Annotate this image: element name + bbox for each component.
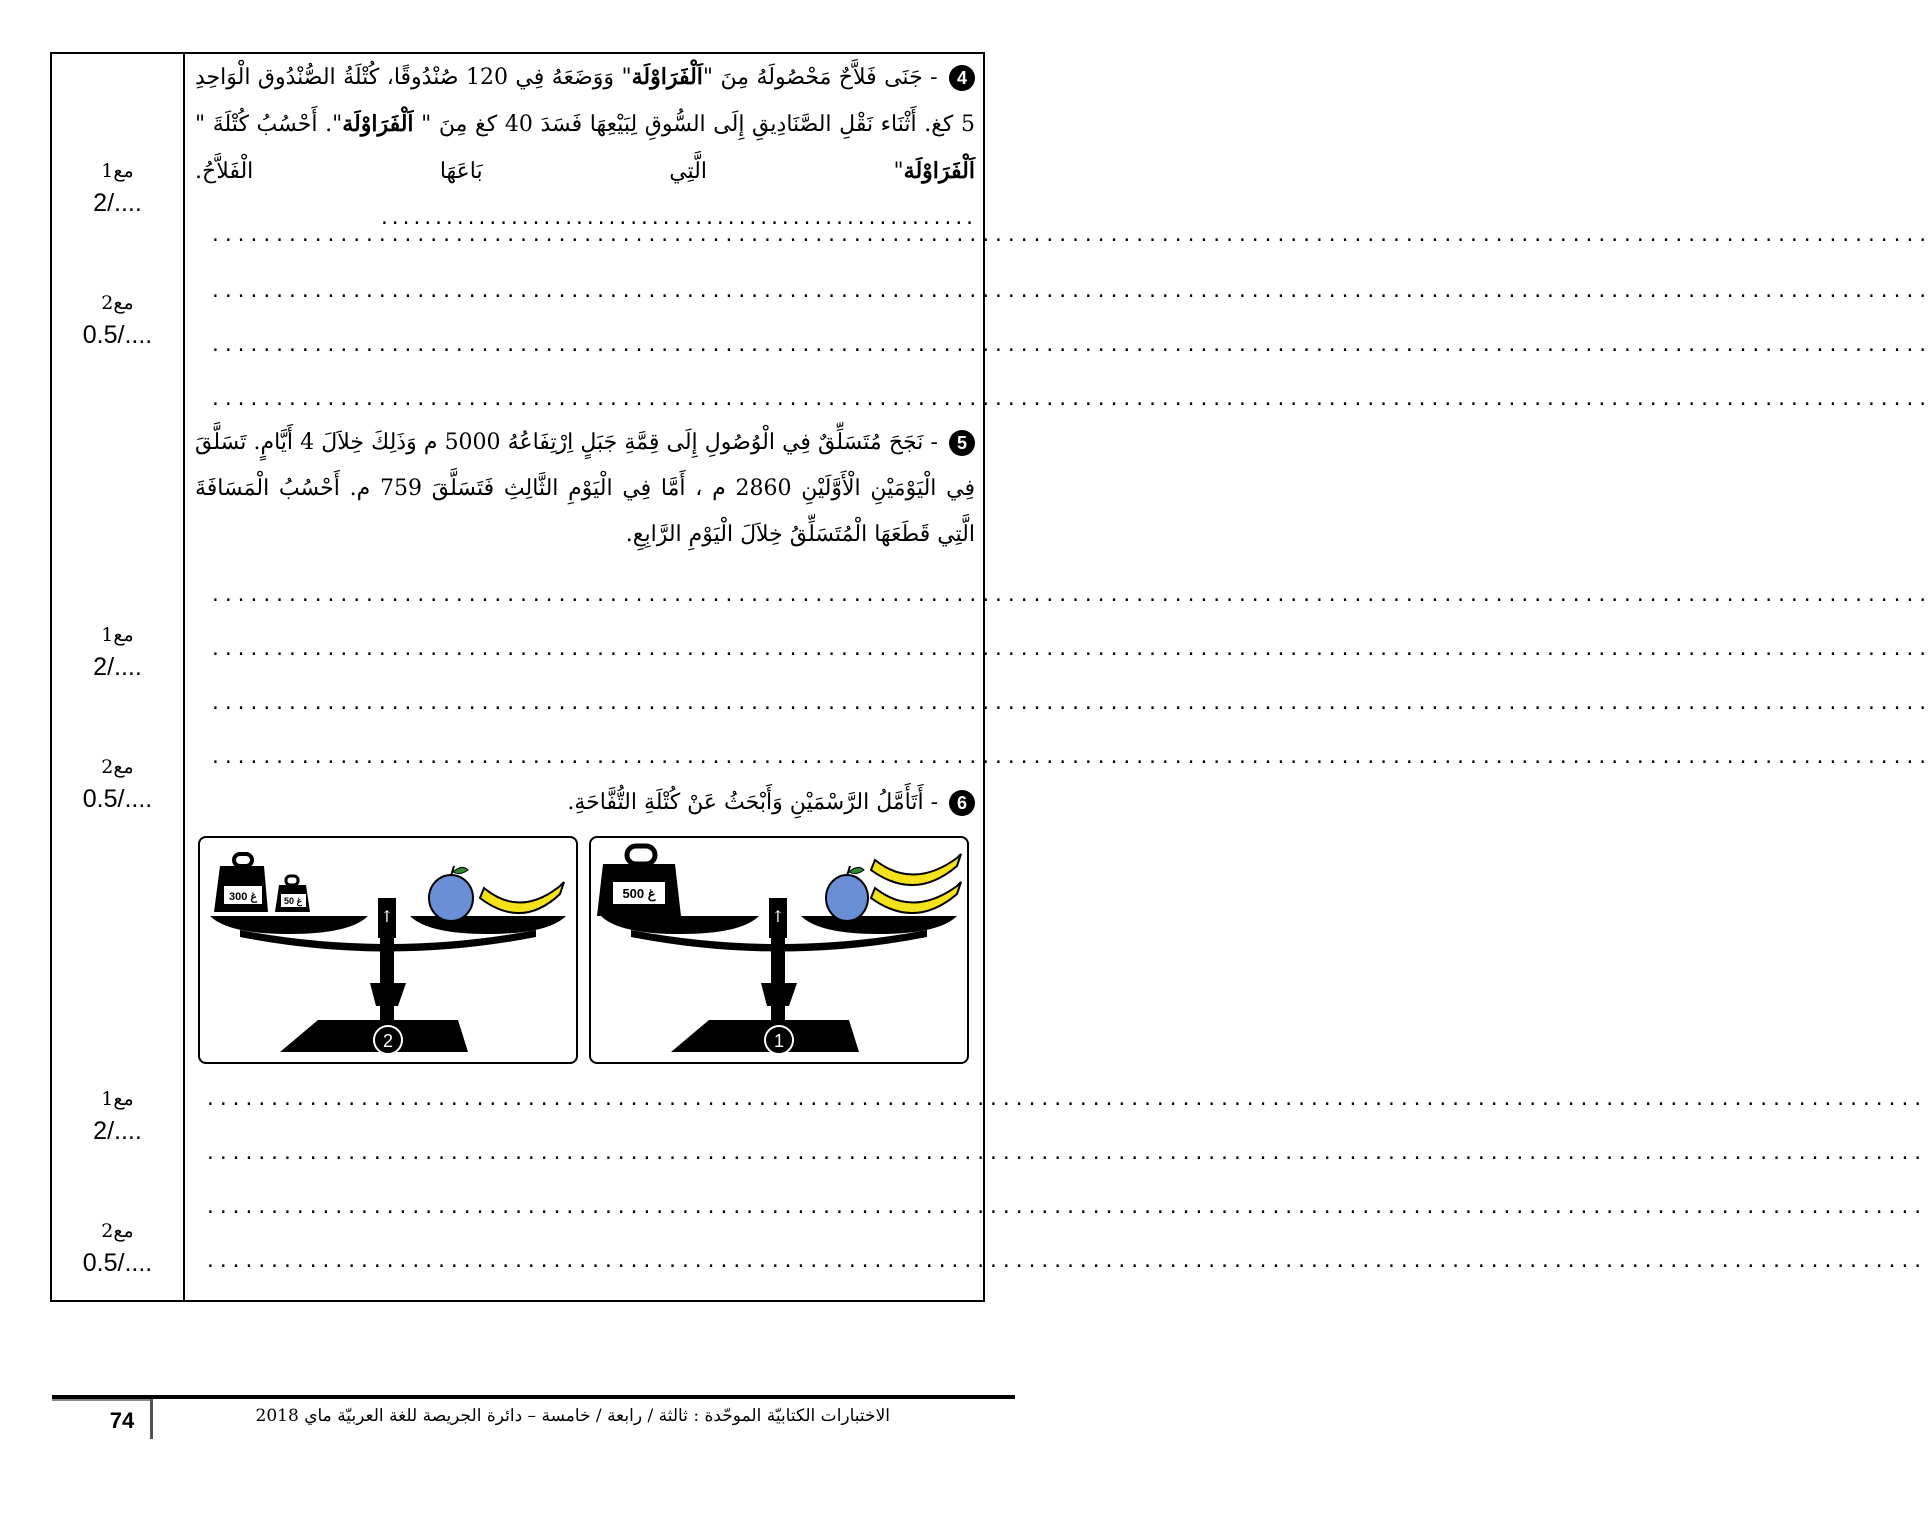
mark-field[interactable]: 2/.... xyxy=(93,189,142,217)
weight-300-icon xyxy=(214,854,268,912)
answer-line[interactable]: ...................................................................................................................................... xyxy=(210,585,1930,606)
question-number-badge: 4 xyxy=(949,65,975,91)
weight-50-icon xyxy=(275,876,310,912)
highlight-word: اَلْفَرَاوْلَة xyxy=(631,64,703,90)
answer-line[interactable]: ...................................................................................................................................... xyxy=(210,389,1930,410)
answer-line[interactable]: ...................................................................................................................................... xyxy=(205,1197,1926,1218)
answer-line[interactable]: ...................................................................................................................................... xyxy=(210,693,1930,714)
answer-line[interactable]: ...................................................................................................................................... xyxy=(205,1089,1926,1110)
weight-300-label: 300 غ xyxy=(229,891,257,903)
answer-line[interactable]: ...................................................................................................................................... xyxy=(210,747,1930,768)
question-4-text: ". أَحْسُبُ كُتْلَةَ " xyxy=(195,112,343,137)
answer-line[interactable]: ...................................................................................................................................... xyxy=(205,1143,1926,1164)
apple-icon xyxy=(429,866,473,921)
weight-500-label: 500 غ xyxy=(622,886,656,901)
balance-figure-2 xyxy=(198,836,578,1064)
answer-line[interactable]: ...................................................................................................................................... xyxy=(205,1251,1926,1272)
score-block-q4-c2 xyxy=(60,292,175,350)
banana-icon xyxy=(871,882,961,913)
answer-line[interactable]: ...................................................................................................................................... xyxy=(210,225,1930,246)
question-number-badge: 5 xyxy=(949,430,975,456)
criterion-label: مع1 xyxy=(101,160,134,182)
figure-1-number: 1 xyxy=(773,1031,785,1051)
svg-text:↑: ↑ xyxy=(380,907,394,926)
question-4-text: " الَّتِي بَاعَهَا الْفَلاَّحُ. xyxy=(195,159,904,184)
apple-icon xyxy=(826,866,868,921)
answer-line[interactable]: ...................................................................................................................................... xyxy=(210,335,1930,356)
answer-line[interactable]: ...................................................................................................................................... xyxy=(210,639,1930,660)
mark-field[interactable]: 2/.... xyxy=(93,1117,142,1145)
score-block-q6-c2 xyxy=(60,1220,175,1278)
score-block-q5-c2 xyxy=(60,756,175,814)
footer-text: الاختبارات الكتابيّة الموحّدة : ثالثة / رابعة / خامسة – دائرة الجريصة للغة العربيّة ماي 2018 xyxy=(255,1406,890,1426)
question-6 xyxy=(195,780,975,826)
question-number-badge: 6 xyxy=(949,790,975,816)
question-5 xyxy=(195,420,975,558)
figure-2-number: 2 xyxy=(382,1031,394,1051)
svg-text:↑: ↑ xyxy=(771,907,785,926)
criterion-label: مع2 xyxy=(101,1220,134,1242)
answer-line[interactable]: ...................................................................................................................................... xyxy=(210,281,1930,302)
question-4-text: " وَوَضَعَهُ فِي 120 صُنْدُوقًا، كُتْلَةُ الصُّنْدُوق الْوَاحِدِ 5 كغ. أَثْنَاء نَقْلِ الصَّنَادِيقِ إِلَى السُّوقِ لِبَيْعِهَا فَسَدَ 40 كغ مِنَ " xyxy=(195,65,976,137)
weight-500-icon xyxy=(597,846,681,916)
score-column-divider xyxy=(183,52,185,1302)
question-5-text: - نَجَحَ مُتَسَلِّقٌ فِي الْوُصُولِ إِلَى قِمَّةِ جَبَلٍ اِرْتِفَاعُهُ 5000 م وَذَلِكَ خِلاَلَ 4 أَيَّامٍ. تَسَلَّقَ فِي الْيَوْمَيْنِ الْأَوَّلَيْنِ 2860 م ، أَمَّا فِي الْيَوْمِ الثَّالِثِ فَتَسَلَّقَ 759 م. أَحْسُبُ الْمَسَافَةَ الَّتِي قَطَعَهَا الْمُتَسَلِّقُ خِلاَلَ الْيَوْمِ الرَّابِعِ. xyxy=(195,430,976,547)
criterion-label: مع1 xyxy=(101,1088,134,1110)
highlight-word: اَلْفَرَاوْلَة xyxy=(903,158,975,184)
question-6-text: - أَتَأَمَّلُ الرَّسْمَيْنِ وَأَبْحَثُ عَنْ كُتْلَةِ التُّفَّاحَةِ. xyxy=(567,790,938,815)
weight-50-label: 50 غ xyxy=(284,896,302,906)
score-block-q5-c1 xyxy=(60,624,175,682)
criterion-label: مع2 xyxy=(101,292,134,314)
mark-field[interactable]: 0.5/.... xyxy=(82,785,153,813)
question-4 xyxy=(195,54,1930,246)
score-block-q4-c1 xyxy=(60,160,175,218)
footer-separator xyxy=(150,1399,153,1439)
footer-rule xyxy=(52,1395,1015,1399)
criterion-label: مع2 xyxy=(101,756,134,778)
mark-field[interactable]: 2/.... xyxy=(93,653,142,681)
page-number: 74 xyxy=(109,1408,135,1433)
banana-icon xyxy=(480,882,564,913)
criterion-label: مع1 xyxy=(101,624,134,646)
footer-rule-accent xyxy=(52,1399,152,1401)
question-4-text: - جَنَى فَلاَّحٌ مَحْصُولَهُ مِنَ " xyxy=(702,65,938,90)
balance-scale-icon xyxy=(200,838,576,1062)
mark-field[interactable]: 0.5/.... xyxy=(82,1249,153,1277)
balance-scale-icon xyxy=(591,838,967,1062)
balance-figure-1 xyxy=(589,836,969,1064)
mark-field[interactable]: 0.5/.... xyxy=(82,321,153,349)
highlight-word: اَلْفَرَاوْلَة xyxy=(342,111,414,137)
answer-line[interactable]: ....................................................... xyxy=(378,208,975,229)
score-block-q6-c1 xyxy=(60,1088,175,1146)
banana-icon xyxy=(871,854,961,885)
